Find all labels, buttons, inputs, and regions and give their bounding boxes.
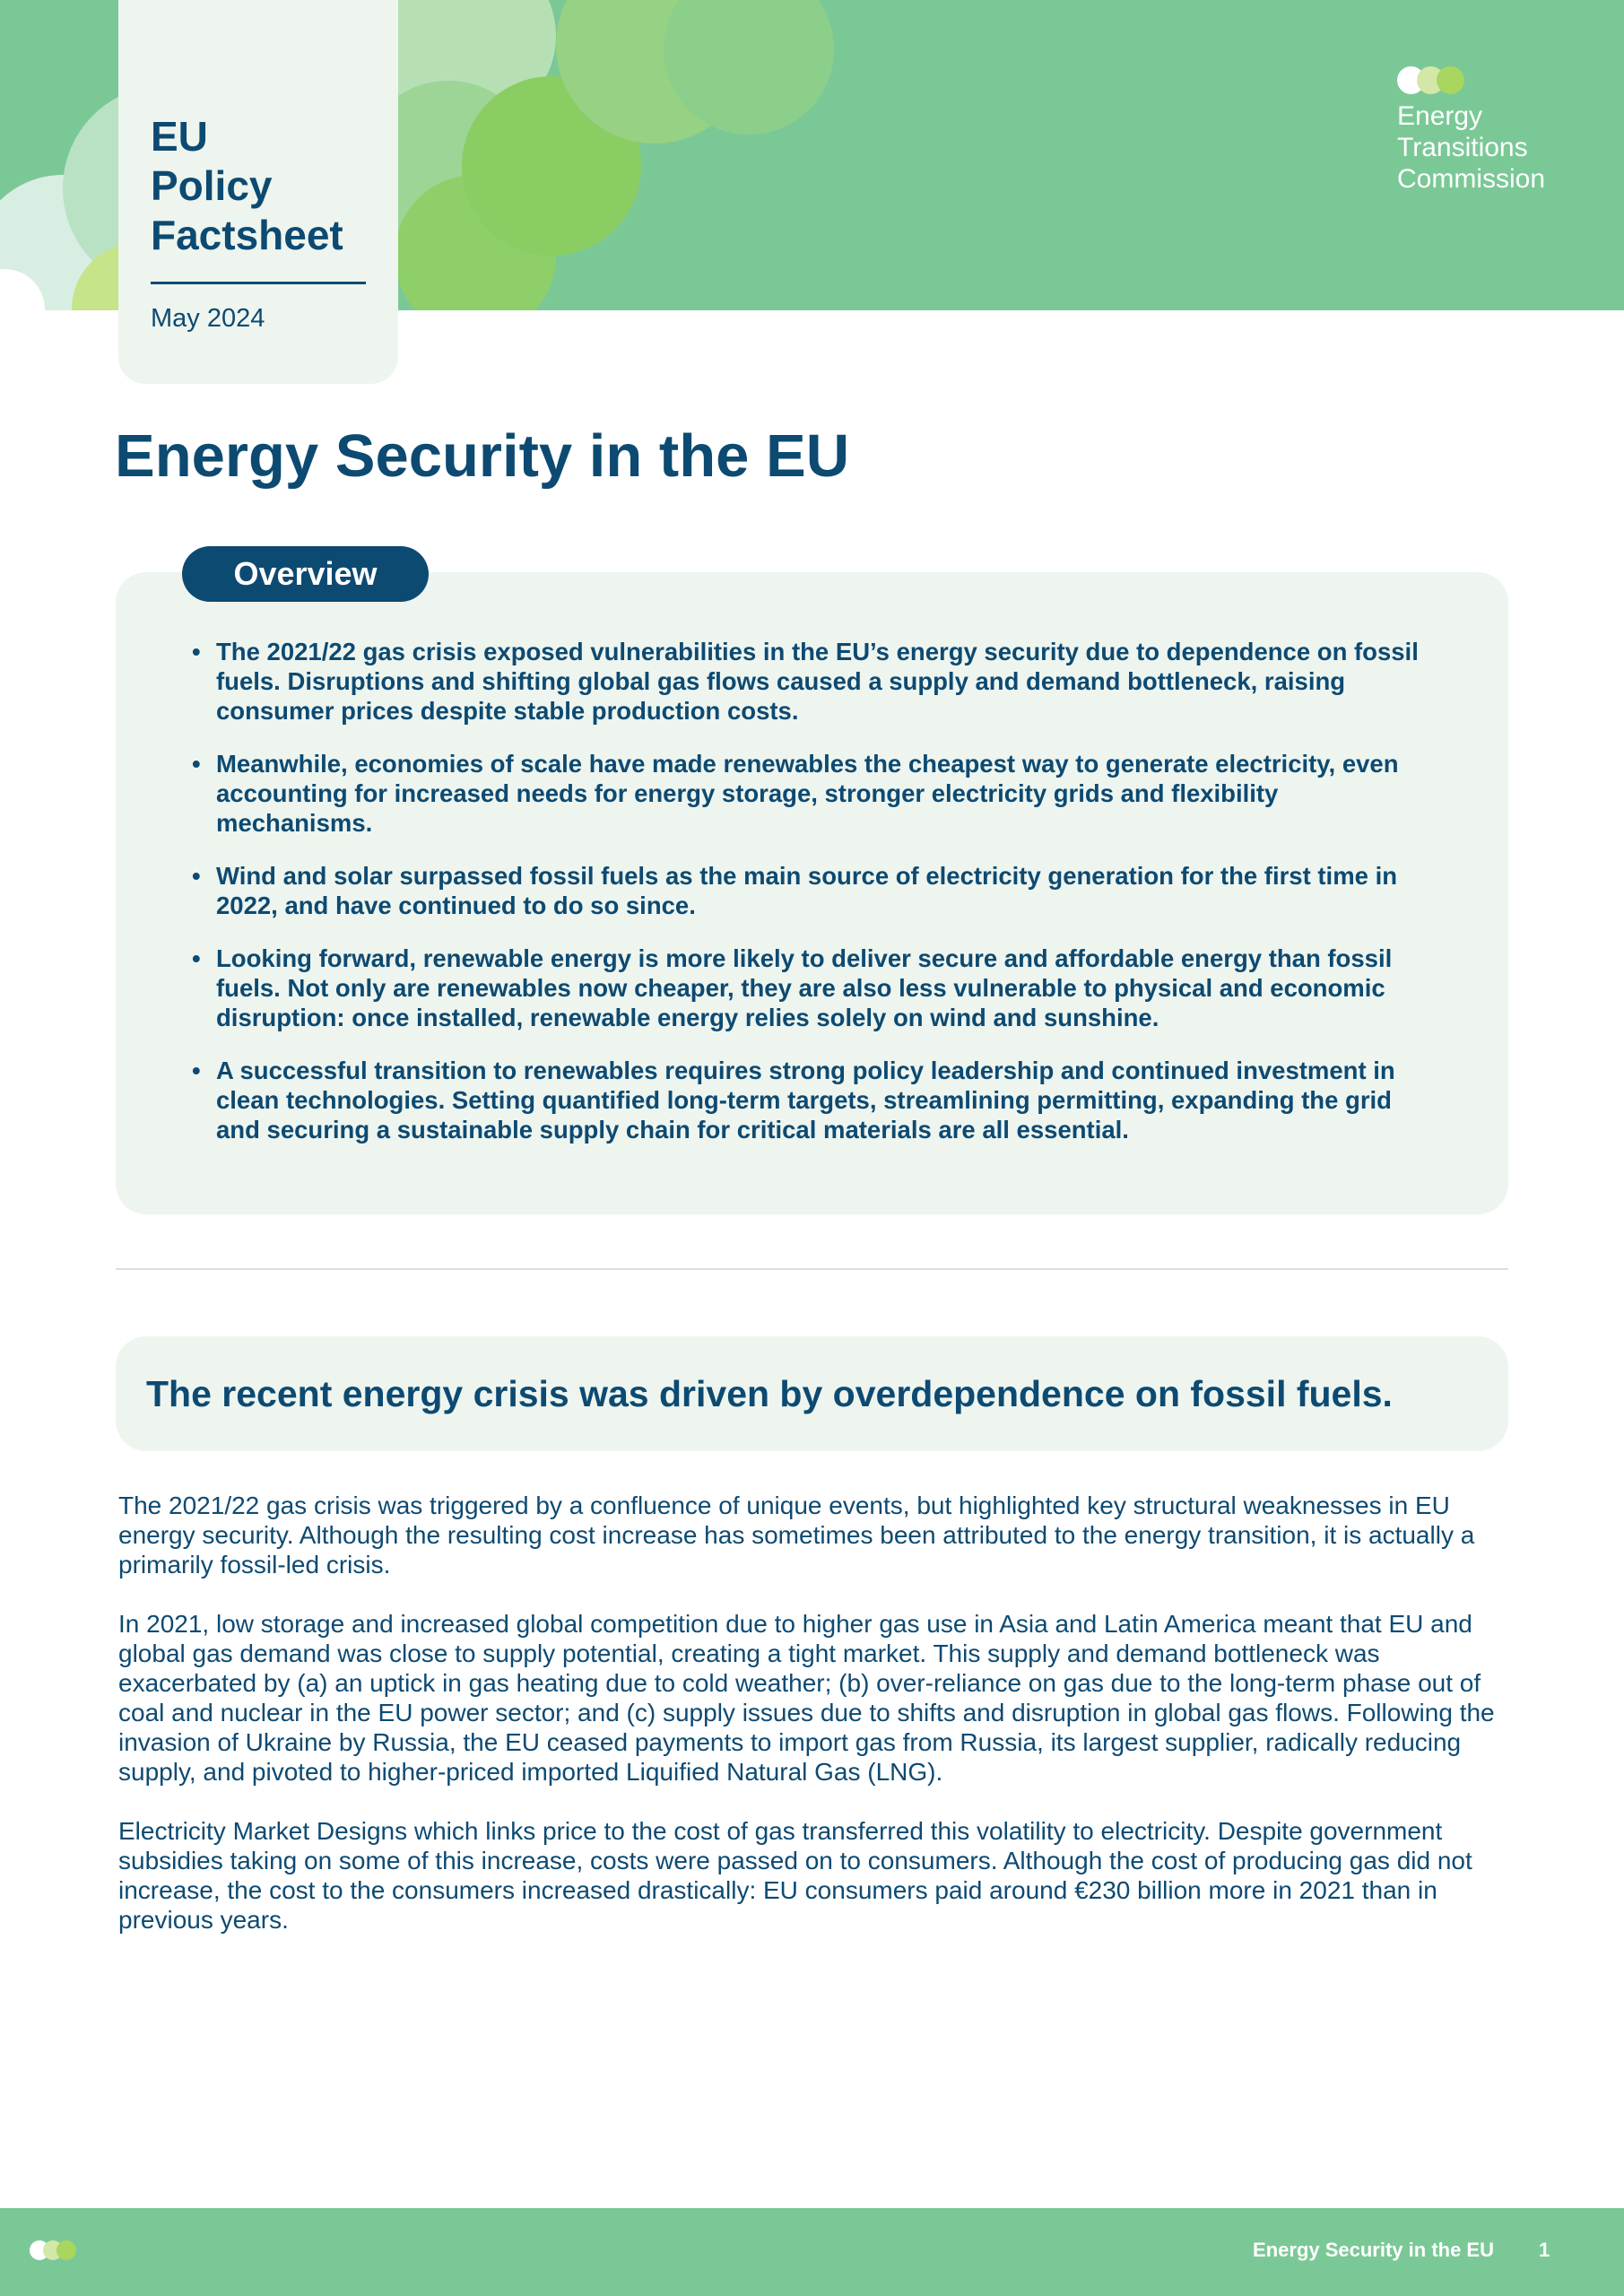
overview-bullet: • The 2021/22 gas crisis exposed vulnerabilities in the EU’s energy security due to dependence on fossil fuels. Disruptions and shifting global gas flows caused a supply and demand bottleneck, raising consumer prices despite stable production costs. <box>189 637 1428 726</box>
footer-logo-dots-icon <box>30 2240 92 2260</box>
overview-bullet: • Looking forward, renewable energy is more likely to deliver secure and affordable energy than fossil fuels. Not only are renewables now cheaper, they are also less vulnerable to physical and economic disruption: once installed, renewable energy relies solely on wind and sunshine. <box>189 944 1428 1032</box>
overview-label: Overview <box>182 546 429 602</box>
section-callout <box>116 1336 1508 1451</box>
logo-dot <box>1437 66 1464 94</box>
body-paragraph: In 2021, low storage and increased global competition due to higher gas use in Asia and Latin America meant that EU and global gas demand was close to supply potential, creating a tight market. This supply and demand bottleneck was exacerbated by (a) an uptick in gas heating due to cold weather; (b) over-reliance on gas due to the long-term phase out of coal and nuclear in the EU power sector; and (c) supply issues due to shifts and disruption in global gas flows. Following the invasion of Ukraine by Russia, the EU ceased payments to import gas from Russia, its largest supplier, radically reducing supply, and pivoted to higher-priced imported Liquified Natural Gas (LNG). <box>118 1610 1495 1786</box>
logo-line: Energy <box>1397 101 1483 131</box>
publication-date: May 2024 <box>151 304 265 333</box>
overview-bullet: • A successful transition to renewables requires strong policy leadership and continued investment in clean technologies. Setting quantified long-term targets, streamlining permitting, expanding the grid and securing a sustainable supply chain for critical materials are all essential. <box>189 1056 1428 1144</box>
body-paragraph: The 2021/22 gas crisis was triggered by a confluence of unique events, but highlighted key structural weaknesses in EU energy security. Although the resulting cost increase has sometimes been attributed to the energy transition, it is actually a primarily fossil-led crisis. <box>118 1492 1475 1578</box>
logo-dots-icon <box>1397 66 1487 95</box>
page-title: Energy Security in the EU <box>115 422 850 490</box>
etc-logo <box>1397 66 1545 195</box>
overview-panel <box>116 572 1508 1214</box>
logo-line: Transitions <box>1397 133 1528 162</box>
tag-line: Policy <box>151 162 273 209</box>
logo-line: Commission <box>1397 164 1546 194</box>
body-paragraph: Electricity Market Designs which links price to the cost of gas transferred this volatility to electricity. Despite government subsidies taking on some of this increase, costs were passed on to consumers. Although the cost of producing gas did not increase, the cost to the consumers increased drastically: EU consumers paid around €230 billion more in 2021 than in previous years. <box>118 1817 1472 1934</box>
footer-title: Energy Security in the EU <box>1253 2239 1494 2261</box>
section-divider <box>116 1268 1508 1270</box>
tag-line: Factsheet <box>151 212 343 258</box>
tag-line: EU <box>151 113 208 160</box>
overview-bullet: • Meanwhile, economies of scale have made renewables the cheapest way to generate electricity, even accounting for increased needs for energy storage, stronger electricity grids and flexibility mechanisms. <box>189 749 1428 838</box>
logo-wordmark <box>1397 100 1545 195</box>
overview-bullet: • Wind and solar surpassed fossil fuels as the main source of electricity generation for the first time in 2022, and have continued to do so since. <box>189 861 1428 920</box>
logo-dot <box>56 2240 76 2260</box>
footer-bar <box>0 2208 1624 2296</box>
page-number: 1 <box>1539 2239 1550 2261</box>
tag-divider <box>151 282 366 284</box>
section-heading: The recent energy crisis was driven by overdependence on fossil fuels. <box>146 1372 1393 1414</box>
body-text <box>118 1491 1517 1964</box>
factsheet-tag <box>118 0 398 384</box>
overview-list <box>216 637 1428 1144</box>
